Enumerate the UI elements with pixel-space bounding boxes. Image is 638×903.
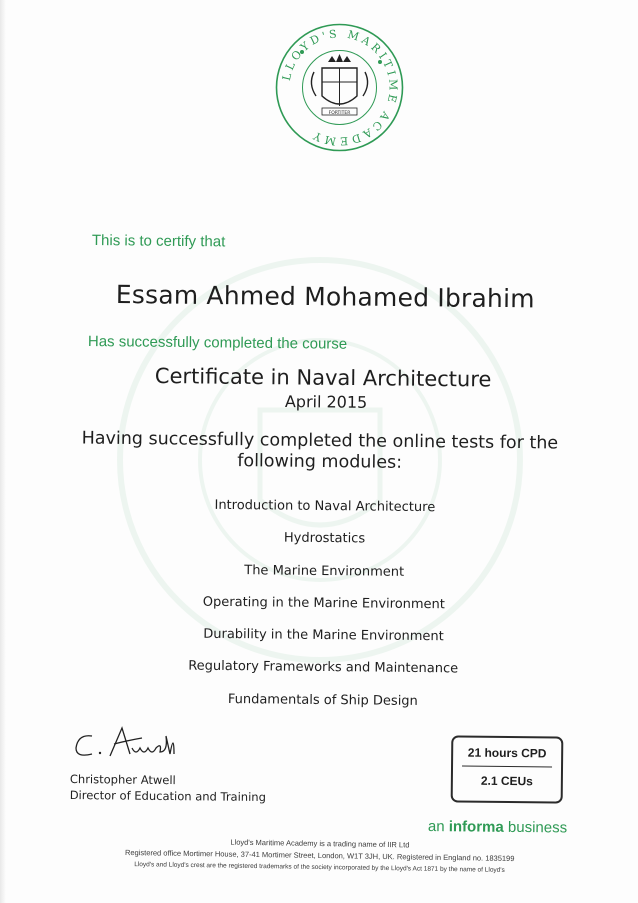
completed-text: Has successfully completed the course <box>87 333 348 353</box>
footer-line-3: Lloyd's and Lloyd's crest are the registered trademarks of the society incorporated by the Lloyd's Act 1871 by the name of Lloyd's <box>134 861 505 874</box>
module-item: Hydrostatics <box>283 530 366 547</box>
module-item: Durability in the Marine Environment <box>203 626 444 645</box>
certify-text: This is to certify that <box>91 232 226 251</box>
course-title: Certificate in Naval Architecture <box>154 364 492 392</box>
signatory-title: Director of Education and Training <box>69 787 266 805</box>
signature-image <box>70 722 200 766</box>
cpd-divider <box>462 766 552 768</box>
module-item: The Marine Environment <box>244 562 405 580</box>
brand-suffix: business <box>507 818 568 837</box>
course-date: April 2015 <box>284 392 368 412</box>
lloyds-maritime-academy-seal <box>272 20 407 155</box>
informa-logo <box>428 818 567 836</box>
module-item: Regulatory Frameworks and Maintenance <box>188 659 459 677</box>
recipient-name: Essam Ahmed Mohamed Ibrahim <box>115 280 535 314</box>
cpd-ceus: 2.1 CEUs <box>480 773 533 789</box>
modules-intro: Having successfully completed the online tests for the following modules: <box>81 428 559 473</box>
module-item: Operating in the Marine Environment <box>202 594 445 613</box>
brand-name: informa <box>448 818 504 836</box>
module-item: Fundamentals of Ship Design <box>227 691 418 709</box>
brand-prefix: an <box>427 818 445 836</box>
cpd-box <box>451 735 564 803</box>
module-item: Introduction to Naval Architecture <box>214 497 436 516</box>
seal-motto: FORTITER <box>328 111 351 116</box>
cpd-hours: 21 hours CPD <box>467 745 547 761</box>
footer-line-2: Registered office Mortimer House, 37-41 Mortimer Street, London, W1T 3JH, UK. Registered in England no. 1835199 <box>124 847 515 864</box>
module-list <box>108 494 540 725</box>
footer-line-1: Lloyd's Maritime Academy is a trading name of IIR Ltd <box>230 837 410 850</box>
footer <box>59 834 580 878</box>
signatory-block <box>70 771 266 805</box>
scan-edge <box>0 0 6 903</box>
seal-arc-text: LLOYD'S MARITIME ACADEMY <box>279 27 400 148</box>
signatory-name: Christopher Atwell <box>69 771 176 788</box>
crest-icon <box>311 54 367 115</box>
